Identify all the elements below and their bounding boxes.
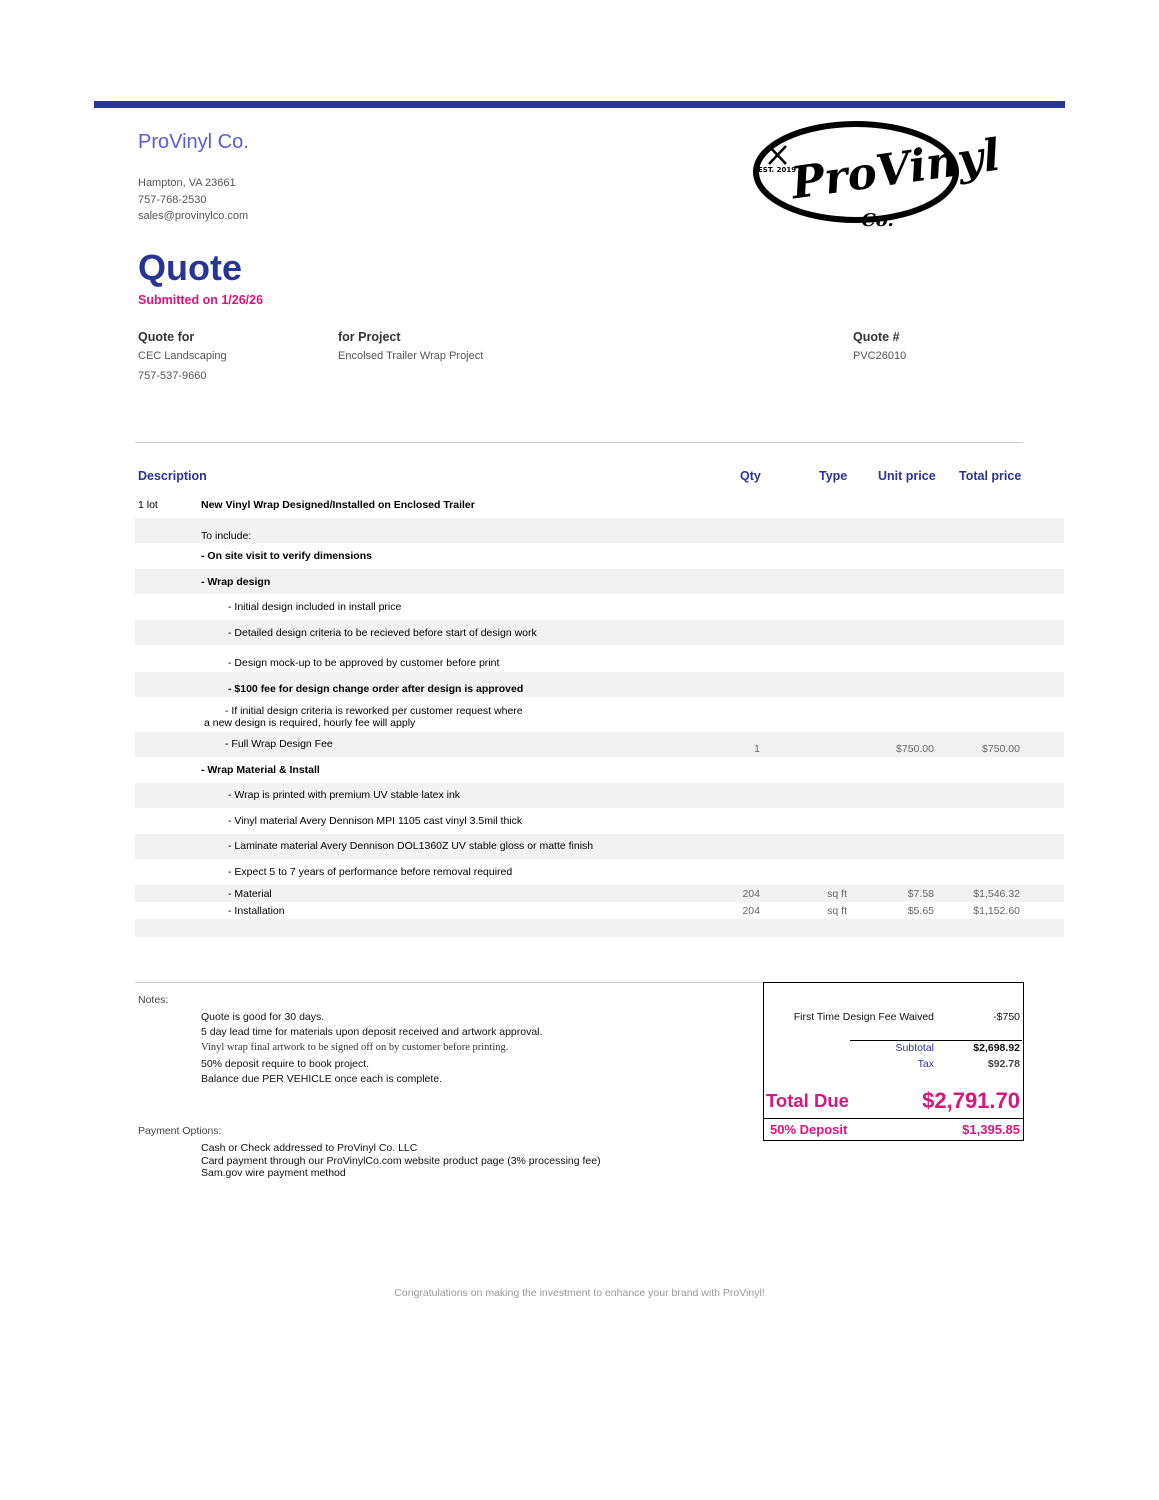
row-band [135, 919, 1064, 937]
line-item: - Design mock-up to be approved by customer before print [228, 657, 500, 669]
quote-number: PVC26010 [853, 350, 907, 362]
subtotal-rule [850, 1040, 1022, 1041]
client-phone: 757-537-9660 [138, 370, 207, 382]
payment-option: Card payment through our ProVinylCo.com website product page (3% processing fee) [201, 1155, 601, 1167]
line-item: a new design is required, hourly fee will apply [204, 717, 416, 729]
row-band [135, 518, 1064, 543]
line-item: - $100 fee for design change order after design is approved [228, 683, 524, 695]
line-item: - If initial design criteria is reworked per customer request where [225, 705, 523, 717]
footer-message: Congratulations on making the investment to enhance your brand with ProVinyl! [394, 1287, 765, 1299]
line-item: - Initial design included in install price [228, 601, 402, 613]
col-header-type: Type [819, 469, 848, 483]
line-item-design-fee: - Full Wrap Design Fee [225, 738, 333, 750]
note-item: 5 day lead time for materials upon deposit received and artwork approval. [201, 1026, 543, 1038]
submitted-date: Submitted on 1/26/26 [138, 293, 264, 307]
quote-for-label: Quote for [138, 330, 195, 344]
line-item: - Expect 5 to 7 years of performance before removal required [228, 866, 513, 878]
project-name: Encolsed Trailer Wrap Project [338, 350, 484, 362]
note-item: Quote is good for 30 days. [201, 1011, 325, 1023]
line-item: - Detailed design criteria to be recieved before start of design work [228, 627, 537, 639]
payment-option: Sam.gov wire payment method [201, 1167, 346, 1179]
company-address: Hampton, VA 23661 [138, 177, 236, 189]
design-fee-qty: 1 [754, 743, 760, 755]
line-item: - Laminate material Avery Dennison DOL1360Z UV stable gloss or matte finish [228, 840, 594, 852]
material-unit-price: $7.58 [907, 888, 934, 900]
tax-label: Tax [917, 1058, 934, 1070]
svg-text:EST. 2019: EST. 2019 [758, 166, 797, 174]
material-qty: 204 [742, 888, 760, 900]
note-item: Balance due PER VEHICLE once each is complete. [201, 1073, 443, 1085]
line-item: - On site visit to verify dimensions [201, 550, 372, 562]
document-title: Quote [138, 247, 242, 288]
col-header-description: Description [138, 469, 207, 483]
svg-text:ProVinyl: ProVinyl [788, 129, 1004, 210]
line-item: - Wrap Material & Install [201, 764, 320, 776]
line-item: To include: [201, 530, 252, 542]
line-item: - Vinyl material Avery Dennison MPI 1105 cast vinyl 3.5mil thick [228, 815, 523, 827]
design-fee-waived-value: -$750 [993, 1011, 1020, 1023]
design-fee-waived-label: First Time Design Fee Waived [793, 1011, 934, 1023]
notes-label: Notes: [138, 994, 169, 1006]
top-accent-bar [94, 101, 1065, 108]
line-item-installation: - Installation [228, 905, 285, 917]
total-rule [763, 1118, 1024, 1119]
divider [135, 442, 1023, 443]
line-item: - Wrap design [201, 576, 271, 588]
deposit-value: $1,395.85 [962, 1122, 1020, 1137]
divider [135, 982, 763, 983]
note-item: 50% deposit require to book project. [201, 1058, 370, 1070]
material-type: sq ft [827, 888, 847, 900]
line-item-material: - Material [228, 888, 272, 900]
tax-value: $92.78 [987, 1058, 1020, 1070]
installation-type: sq ft [827, 905, 847, 917]
line-item-title: New Vinyl Wrap Designed/Installed on Enclosed Trailer [201, 499, 475, 511]
col-header-unit-price: Unit price [878, 469, 936, 483]
svg-text:-Co.: -Co. [854, 210, 894, 231]
line-item: - Wrap is printed with premium UV stable latex ink [228, 789, 461, 801]
total-due-label: Total Due [766, 1090, 849, 1111]
subtotal-label: Subtotal [895, 1042, 934, 1054]
col-header-total-price: Total price [959, 469, 1022, 483]
total-due-value: $2,791.70 [922, 1088, 1020, 1113]
quote-number-label: Quote # [853, 330, 900, 344]
design-fee-unit-price: $750.00 [896, 743, 934, 755]
company-phone: 757-768-2530 [138, 194, 207, 206]
client-name: CEC Landscaping [138, 350, 227, 362]
installation-unit-price: $5.65 [907, 905, 934, 917]
provinyl-logo [744, 112, 1004, 237]
subtotal-value: $2,698.92 [973, 1042, 1020, 1054]
payment-option: Cash or Check addressed to ProVinyl Co. LLC [201, 1142, 418, 1154]
lot-quantity: 1 lot [138, 499, 158, 511]
payment-options-label: Payment Options: [138, 1125, 222, 1137]
company-name: ProVinyl Co. [138, 131, 249, 153]
project-label: for Project [338, 330, 401, 344]
company-email: sales@provinylco.com [138, 210, 249, 222]
installation-qty: 204 [742, 905, 760, 917]
col-header-qty: Qty [740, 469, 761, 483]
deposit-label: 50% Deposit [770, 1122, 848, 1137]
installation-total: $1,152.60 [973, 905, 1020, 917]
design-fee-total: $750.00 [982, 743, 1020, 755]
note-item: Vinyl wrap final artwork to be signed off on by customer before printing. [201, 1042, 509, 1053]
row-band [135, 569, 1064, 594]
material-total: $1,546.32 [973, 888, 1020, 900]
